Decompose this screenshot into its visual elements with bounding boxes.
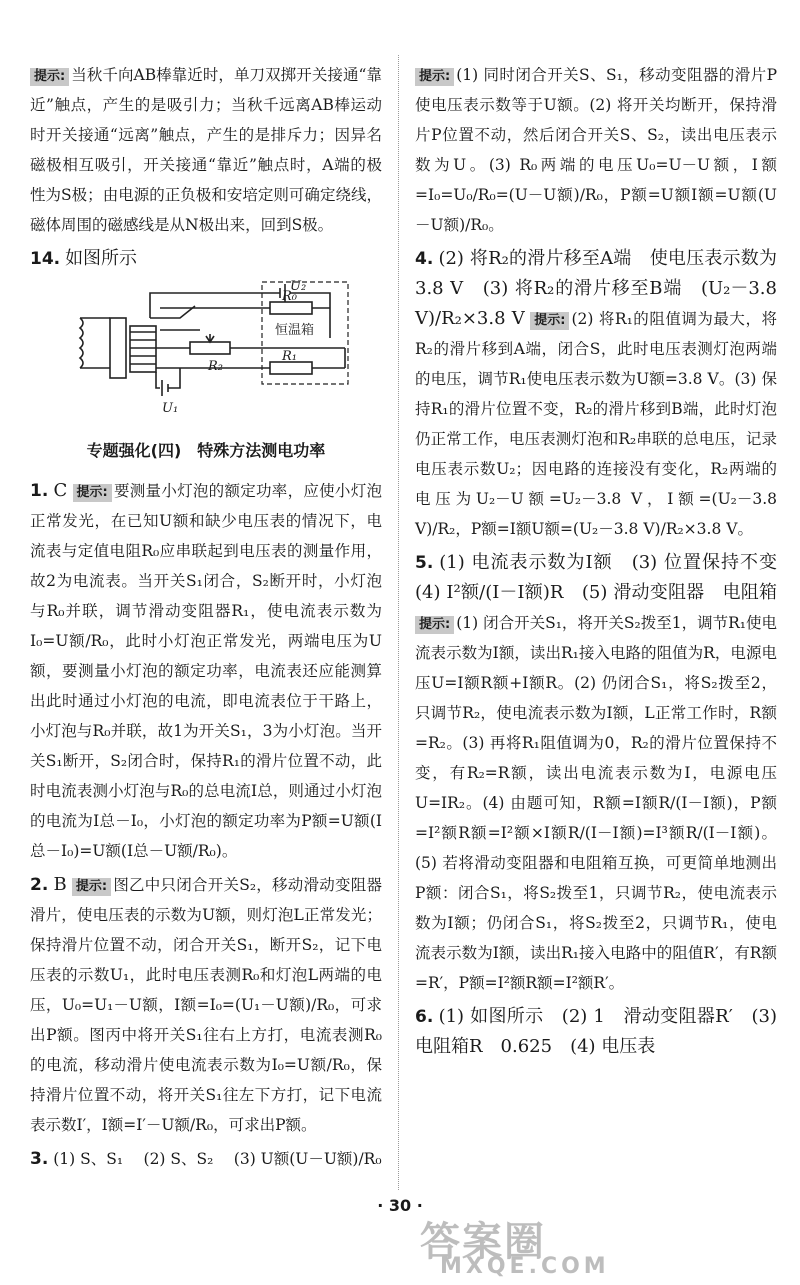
- question-3: [30, 1144, 382, 1174]
- hint-tag: 提示:: [530, 312, 569, 330]
- question-6: [415, 1002, 777, 1062]
- hint-tag: 提示:: [415, 68, 454, 86]
- answer-text: (2) 将R₂的滑片移至A端 使电压表示数为3.8 V (3) 将R₂的滑片移至B端 (U₂－3.8 V)/R₂×3.8 V: [415, 248, 777, 329]
- right-column: [415, 60, 796, 1066]
- question-number: 2.: [30, 875, 49, 895]
- hint-text: 要测量小灯泡的额定功率，应使小灯泡正常发光，在已知U额和缺少电压表的情况下，电流表与定值电阻R₀应串联起到电压表的测量作用，故2为电流表。当开关S₁闭合，S₂断开时，小灯泡与R₀并联，调节滑动变阻器R₁，使电流表示数为I₀=U额/R₀，此时小灯泡正常发光，两端电压为U额，要测量小灯泡的额定功率，电流表还应能测算出此时通过小灯泡的电流，即电流表位于干路上，小灯泡与R₀并联，故1为开关S₁，3为小灯泡。当开关S₁断开，S₂闭合时，保持R₁的滑片位置不动，此时电流表测小灯泡与R₀的总电流I总，则通过小灯泡的电流为I总－I₀，小灯泡的额定功率为P额=U额(I总－I₀)=U额(I总－U额/R₀)。: [30, 482, 382, 860]
- question-number: 1.: [30, 481, 49, 501]
- hint-paragraph-1: [30, 60, 382, 240]
- question-4: [415, 244, 777, 544]
- question-number: 4.: [415, 249, 434, 269]
- label-r2: R₂: [208, 359, 223, 374]
- column-divider: [398, 55, 399, 1190]
- label-r0: R₀: [282, 289, 297, 304]
- label-u2: U₂: [290, 279, 307, 294]
- answer-part-1: (1) S、S₁: [53, 1150, 124, 1168]
- label-r1: R₁: [282, 349, 297, 364]
- hint-tag: 提示:: [73, 484, 112, 502]
- answer-text: (1) 电流表示数为I额 (3) 位置保持不变 (4) I²额/(I－I额)R (5) 滑动变阻器 电阻箱: [415, 552, 796, 603]
- watermark-text: 答案圈: [420, 1219, 546, 1265]
- question-number: 6.: [415, 1007, 434, 1027]
- hint-tag: 提示:: [30, 68, 69, 86]
- hint-text: (1) 同时闭合开关S、S₁，移动变阻器的滑片P使电压表示数等于U额。(2) 将开关均断开，保持滑片P位置不动，然后闭合开关S、S₂，读出电压表示数为U。(3) R₀两端的电压U₀=U－U额，I额=I₀=U₀/R₀=(U－U额)/R₀，P额=U额I额=U额(U－U额)/R₀。: [415, 66, 777, 234]
- circuit-svg: [70, 278, 360, 418]
- answer-choice: C: [53, 480, 68, 501]
- label-u1: U₁: [162, 401, 179, 416]
- question-number: 14.: [30, 249, 61, 269]
- question-number: 3.: [30, 1149, 49, 1169]
- hint-paragraph-q3: [415, 60, 777, 240]
- answer-text: 如图所示: [65, 248, 138, 269]
- hint-tag: 提示:: [415, 616, 454, 634]
- question-1: [30, 476, 382, 866]
- hint-text: 当秋千向AB棒靠近时，单刀双掷开关接通“靠近”触点，产生的是吸引力；当秋千远离AB棒运动时开关接通“远离”触点，产生的是排斥力；因异名磁极相互吸引，开关接通“靠近”触点时，A端的极性为S极；由电源的正负极和安培定则可确定绕线，磁体周围的磁感线是从N极出来，回到S极。: [30, 66, 382, 234]
- circuit-diagram: [70, 278, 382, 428]
- question-2: [30, 870, 382, 1140]
- hint-text: 图乙中只闭合开关S₂，移动滑动变阻器滑片，使电压表的示数为U额，则灯泡L正常发光；保持滑片位置不动，闭合开关S₁，断开S₂，记下电压表的示数U₁，此时电压表测R₀和灯泡L两端的电压，U₀=U₁－U额，I额=I₀=(U₁－U额)/R₀，可求出P额。图丙中将开关S₁往右上方打，电流表测R₀的电流，移动滑片使电流表示数为I₀=U额/R₀，保持滑片位置不动，将开关S₁往左下方打，记下电流表示数I′，I额=I′－U额/R₀，可求出P额。: [30, 876, 382, 1134]
- hint-text: (1) 闭合开关S₁，将开关S₂拨至1，调节R₁使电流表示数为I额，读出R₁接入电路的阻值为R，电源电压U=I额R额+I额R。(2) 仍闭合S₁，将S₂拨至2，只调节R₂，使电流表示数为I额，L正常工作时，R额=R₂。(3) 再将R₁阻值调为0，R₂的滑片位置保持不变，有R₂=R额，读出电流表示数为I，电源电压U=IR₂。(4) 由题可知，R额=I额R/(I－I额)，P额=I²额R额=I²额×I额R/(I－I额)=I³额R/(I－I额)。(5) 若将滑动变阻器和电阻箱互换，可更简单地测出P额：闭合S₁，将S₂拨至1，只调节R₂，使电流表示数为I额；仍闭合S₁，将S₂拨至2，只调节R₁，使电流表示数为I额，读出R₁接入电路中的阻值R′，有R额=R′，P额=I²额R额=I²额R′。: [415, 614, 777, 992]
- label-box: 恒温箱: [275, 323, 315, 338]
- answer-part-2: (2) S、S₂: [143, 1150, 214, 1168]
- hint-text: (2) 将R₁的阻值调为最大，将R₂的滑片移到A端，闭合S，此时电压表测灯泡两端的电压，调节R₁使电压表示数为U额=3.8 V。(3) 保持R₁的滑片位置不变，R₂的滑片移到B端，此时灯泡仍正常工作，电压表测灯泡和R₂串联的总电压，记录电压表示数U₂；因电路的连接没有变化，R₂两端的电压为U₂－U额=U₂－3.8 V，I额=(U₂－3.8 V)/R₂，P额=I额U额=(U₂－3.8 V)/R₂×3.8 V。: [415, 310, 777, 538]
- answer-choice: B: [53, 874, 67, 895]
- left-column: [30, 60, 382, 1178]
- question-number: 5.: [415, 553, 434, 573]
- answer-part-3: (3) U额(U－U额)/R₀: [233, 1150, 382, 1168]
- section-title: 专题强化(四) 特殊方法测电功率: [86, 441, 326, 460]
- hint-tag: 提示:: [72, 878, 111, 896]
- watermark: [400, 1210, 790, 1280]
- answer-text: (1) 如图所示 (2) 1 滑动变阻器R′ (3) 电阻箱R 0.625 (4) 电压表: [415, 1006, 777, 1057]
- question-14: [30, 244, 382, 274]
- page-number: · 30 ·: [377, 1196, 423, 1215]
- watermark-url: MXQE.COM: [440, 1254, 610, 1279]
- question-5: [415, 548, 796, 998]
